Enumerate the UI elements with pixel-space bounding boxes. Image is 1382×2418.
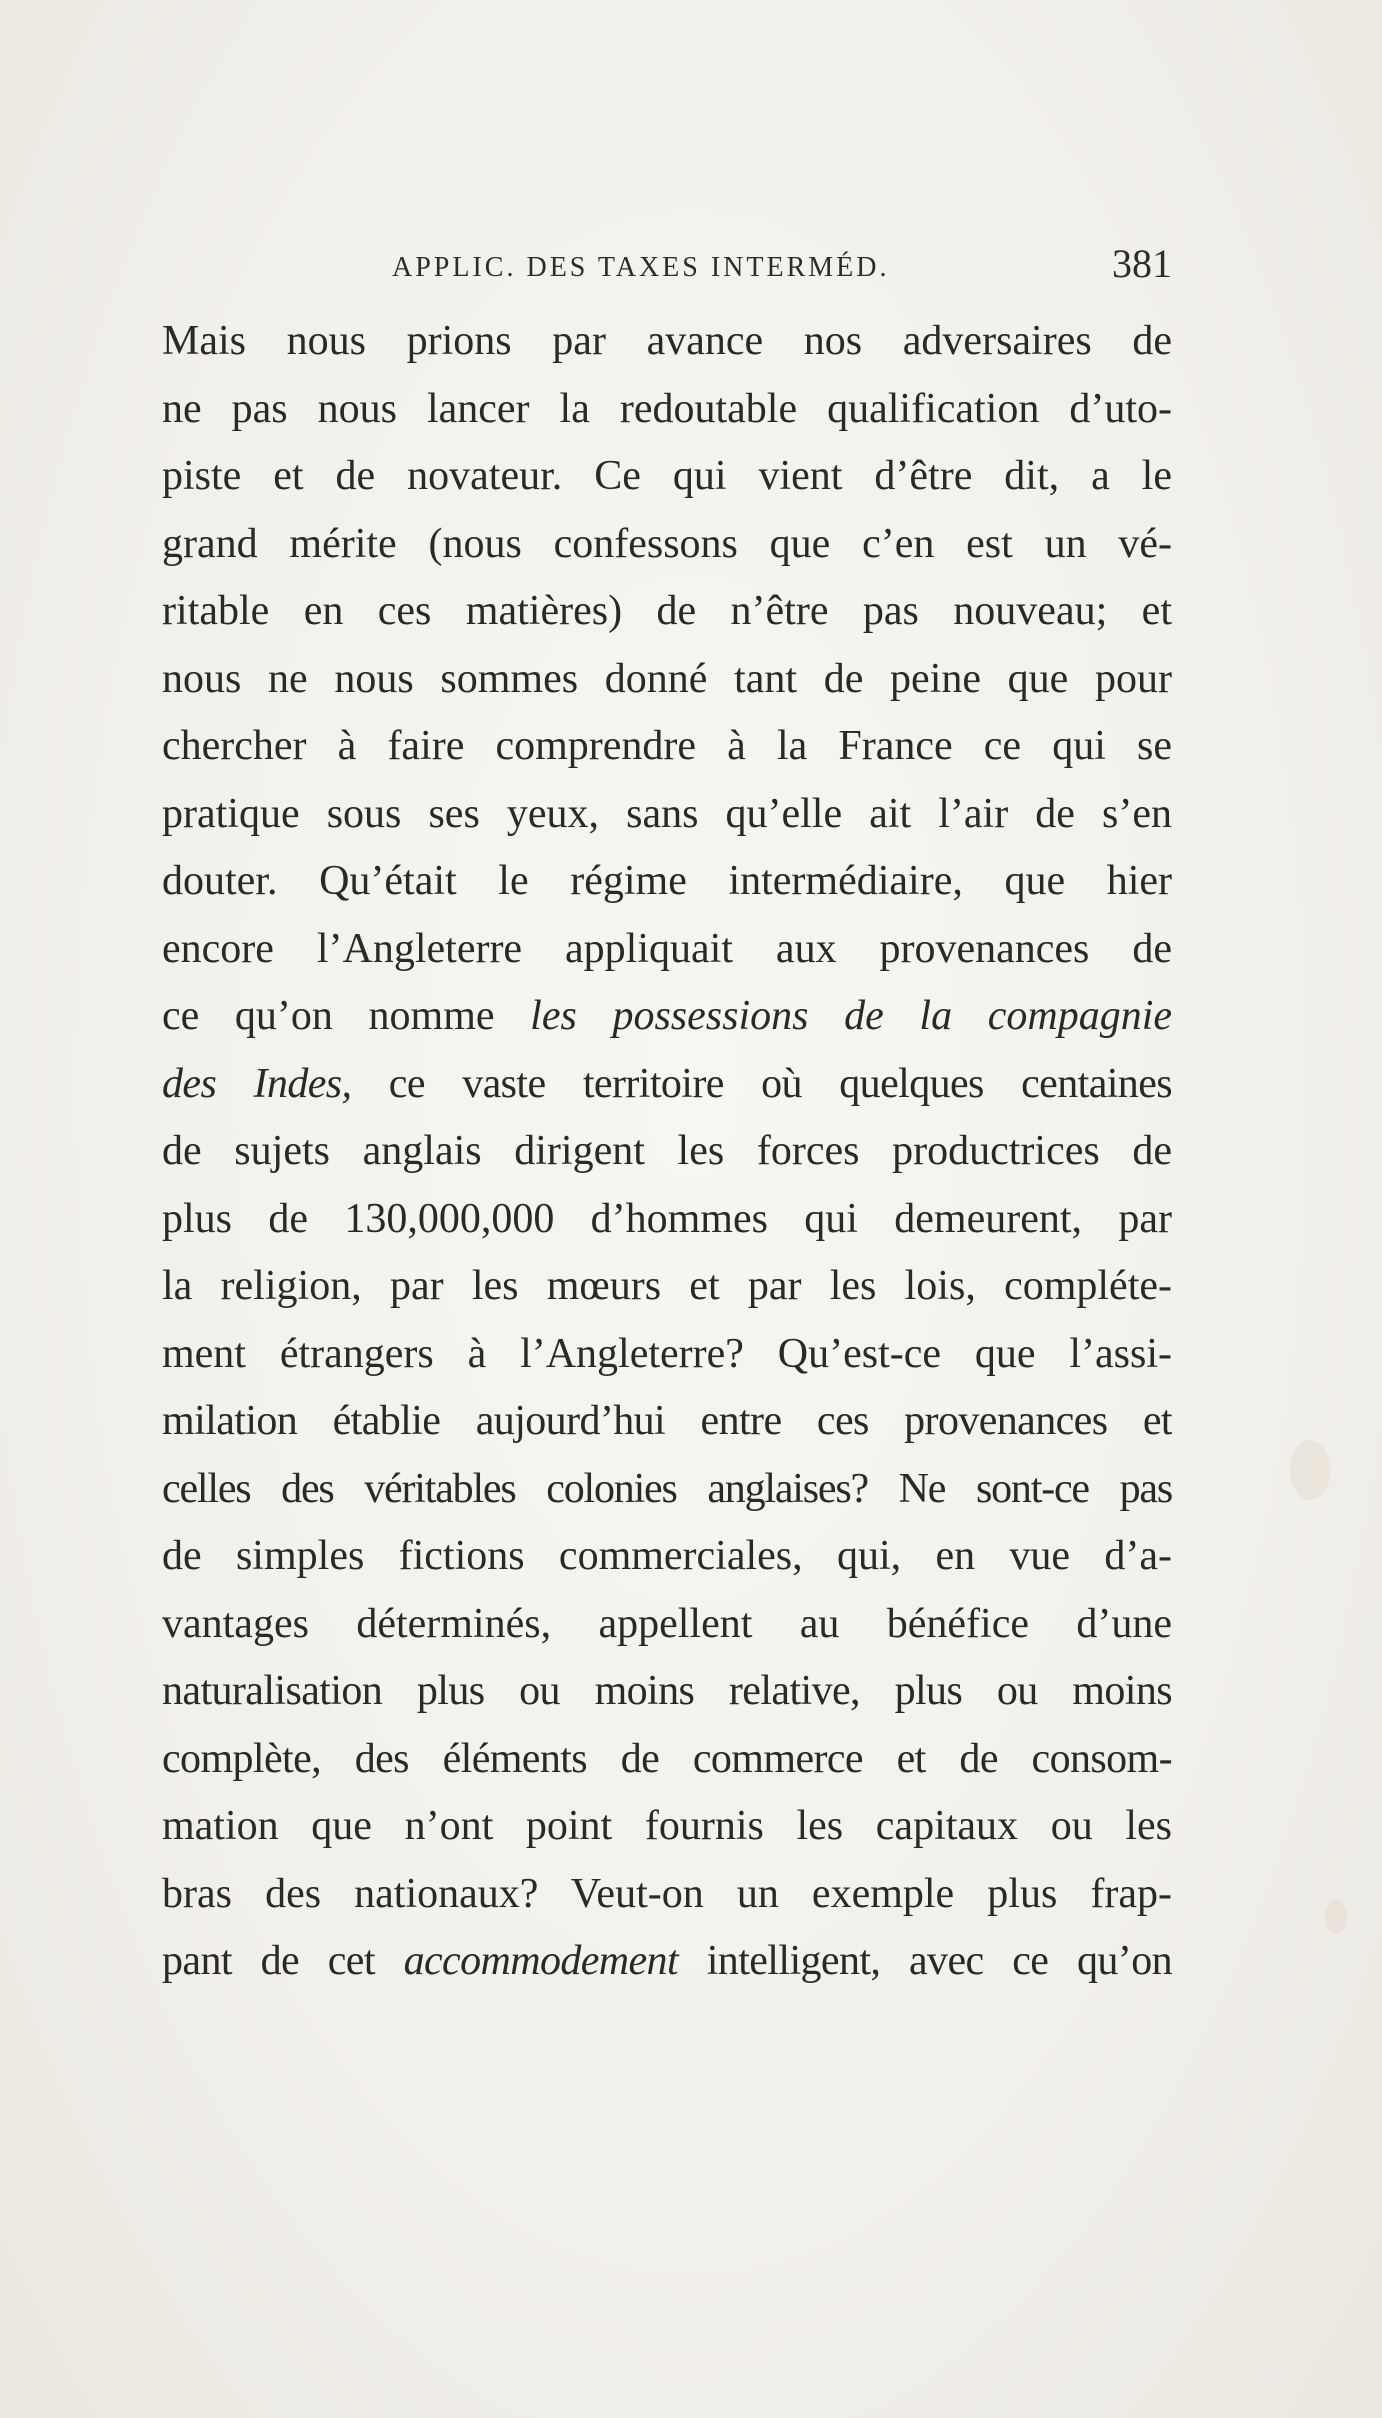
text-line-with-italic bbox=[162, 1051, 1172, 1119]
text-line: pratique sous ses yeux, sans qu’elle ait l’air de s’en bbox=[162, 790, 1172, 837]
body-text bbox=[162, 308, 1172, 1996]
text-line: piste et de novateur. Ce qui vient d’être dit, a le bbox=[162, 453, 1172, 499]
text-line: complète, des éléments de commerce et de consom- bbox=[162, 1735, 1172, 1782]
text-line: naturalisation plus ou moins relative, plus ou moins bbox=[162, 1668, 1172, 1714]
text-line: Mais nous prions par avance nos adversaires de bbox=[162, 318, 1172, 364]
text-line: ment étrangers à l’Angleterre? Qu’est-ce que l’assi- bbox=[162, 1330, 1172, 1377]
text-line: encore l’Angleterre appliquait aux provenances de bbox=[162, 925, 1172, 972]
text-line: vantages déterminés, appellent au bénéfice d’une bbox=[162, 1600, 1172, 1647]
text-line-with-italic bbox=[162, 1928, 1172, 1996]
text-line: la religion, par les mœurs et par les lois, compléte- bbox=[162, 1263, 1172, 1309]
text-line: bras des nationaux? Veut-on un exemple plus frap- bbox=[162, 1870, 1172, 1917]
text-line: mation que n’ont point fournis les capitaux ou les bbox=[162, 1803, 1172, 1849]
text-line: chercher à faire comprendre à la France ce qui se bbox=[162, 723, 1172, 769]
running-title: APPLIC. DES TAXES INTERMÉD. bbox=[392, 252, 890, 283]
text-line: de simples fictions commerciales, qui, en vue d’a- bbox=[162, 1533, 1172, 1579]
text-line: celles des véritables colonies anglaises? Ne sont-ce pas bbox=[162, 1465, 1172, 1512]
italic-span: accommodement bbox=[403, 1938, 679, 1984]
text-line: ne pas nous lancer la redoutable qualification d’uto- bbox=[162, 385, 1172, 432]
text-line: nous ne nous sommes donné tant de peine que pour bbox=[162, 655, 1172, 702]
text-span: pant de cet bbox=[162, 1938, 404, 1984]
text-line: ritable en ces matières) de n’être pas nouveau; et bbox=[162, 588, 1172, 634]
text-line: de sujets anglais dirigent les forces productrices de bbox=[162, 1128, 1172, 1174]
paper-stain bbox=[1290, 1440, 1330, 1500]
page-number: 381 bbox=[1112, 241, 1172, 286]
text-line: douter. Qu’était le régime intermédiaire, que hier bbox=[162, 858, 1172, 904]
text-line-with-italic bbox=[162, 983, 1172, 1051]
italic-span: des Indes, bbox=[162, 1060, 352, 1107]
italic-span: les possessions de la compagnie bbox=[530, 993, 1172, 1039]
text-line: milation établie aujourd’hui entre ces provenances et bbox=[162, 1398, 1172, 1444]
text-span: ce qu’on nomme bbox=[162, 993, 531, 1039]
text-line: grand mérite (nous confessons que c’en est un vé- bbox=[162, 520, 1172, 567]
text-line: plus de 130,000,000 d’hommes qui demeurent, par bbox=[162, 1195, 1172, 1242]
paper-stain bbox=[1325, 1900, 1347, 1934]
text-span: ce vaste territoire où quelques centaines bbox=[351, 1060, 1172, 1107]
page-header bbox=[162, 238, 1172, 298]
text-span: intelligent, avec ce qu’on bbox=[678, 1938, 1172, 1984]
